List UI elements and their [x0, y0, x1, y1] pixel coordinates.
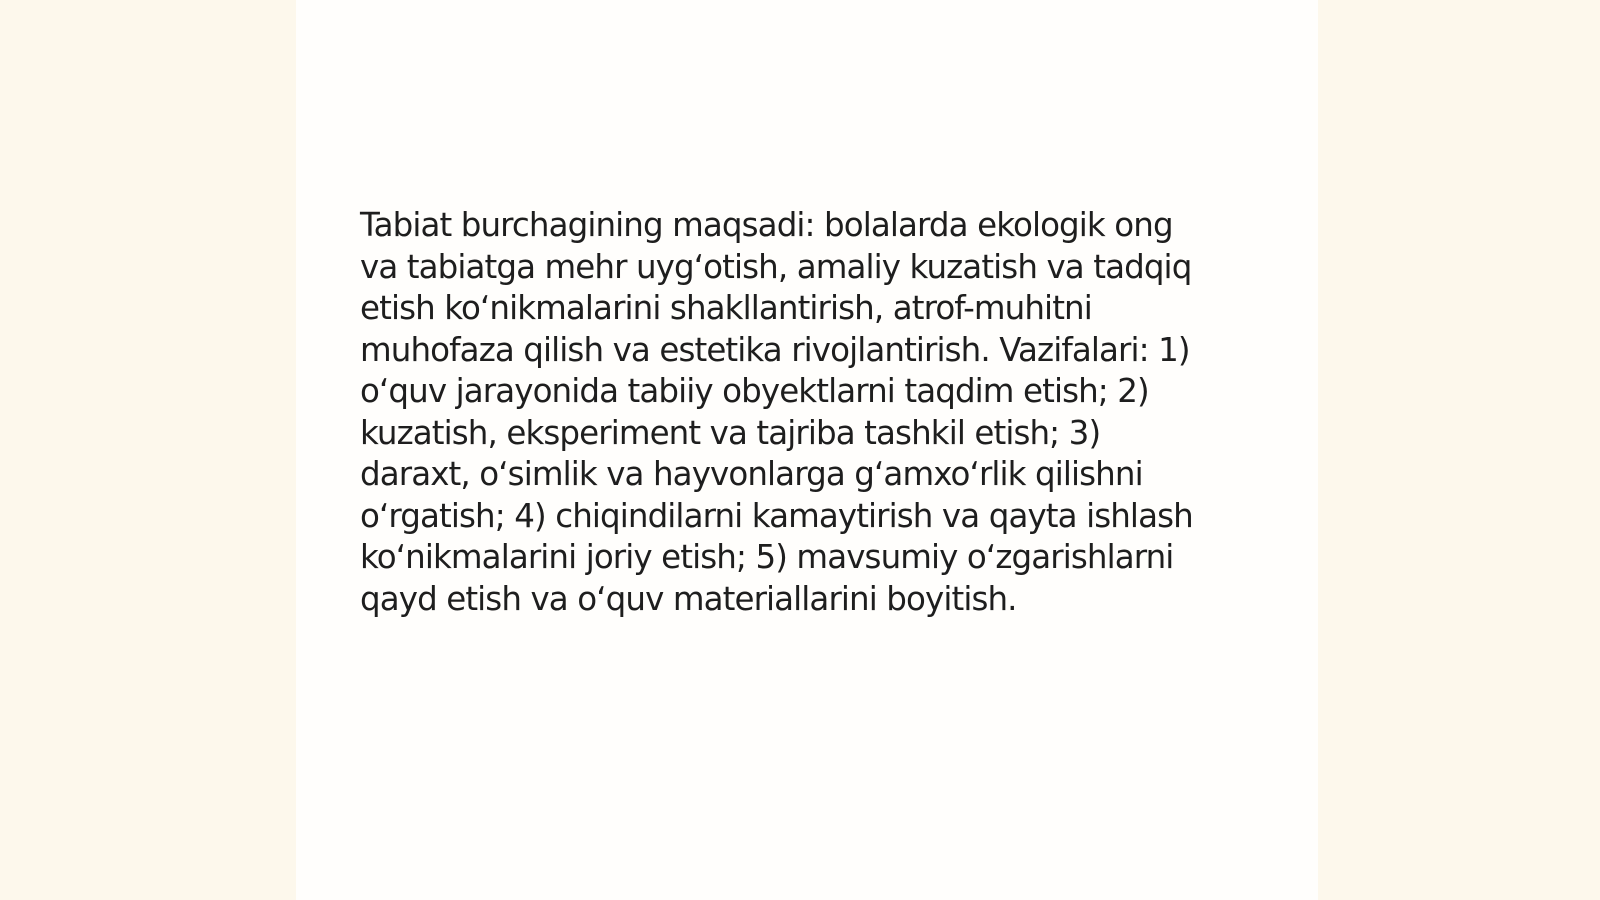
body-line-4: muhofaza qilish va estetika rivojlantirish. Vazifalari: 1)	[360, 330, 1190, 369]
slide-body-text	[360, 205, 1240, 620]
body-line-8: oʻrgatish; 4) chiqindilarni kamaytirish va qayta ishlash	[360, 496, 1193, 535]
body-line-2: va tabiatga mehr uygʻotish, amaliy kuzatish va tadqiq	[360, 247, 1192, 286]
body-line-3: etish koʻnikmalarini shakllantirish, atrof-muhitni	[360, 289, 1092, 327]
slide	[296, 0, 1318, 900]
body-line-6: kuzatish, eksperiment va tajriba tashkil etish; 3)	[360, 413, 1101, 452]
body-line-1: Tabiat burchagining maqsadi: bolalarda ekologik ong	[360, 206, 1173, 244]
body-line-10: qayd etish va oʻquv materiallarini boyitish.	[360, 579, 1017, 618]
body-line-7: daraxt, oʻsimlik va hayvonlarga gʻamxoʻrlik qilishni	[360, 455, 1143, 493]
body-line-9: koʻnikmalarini joriy etish; 5) mavsumiy oʻzgarishlarni	[360, 538, 1174, 576]
body-line-5: oʻquv jarayonida tabiiy obyektlarni taqdim etish; 2)	[360, 372, 1149, 410]
